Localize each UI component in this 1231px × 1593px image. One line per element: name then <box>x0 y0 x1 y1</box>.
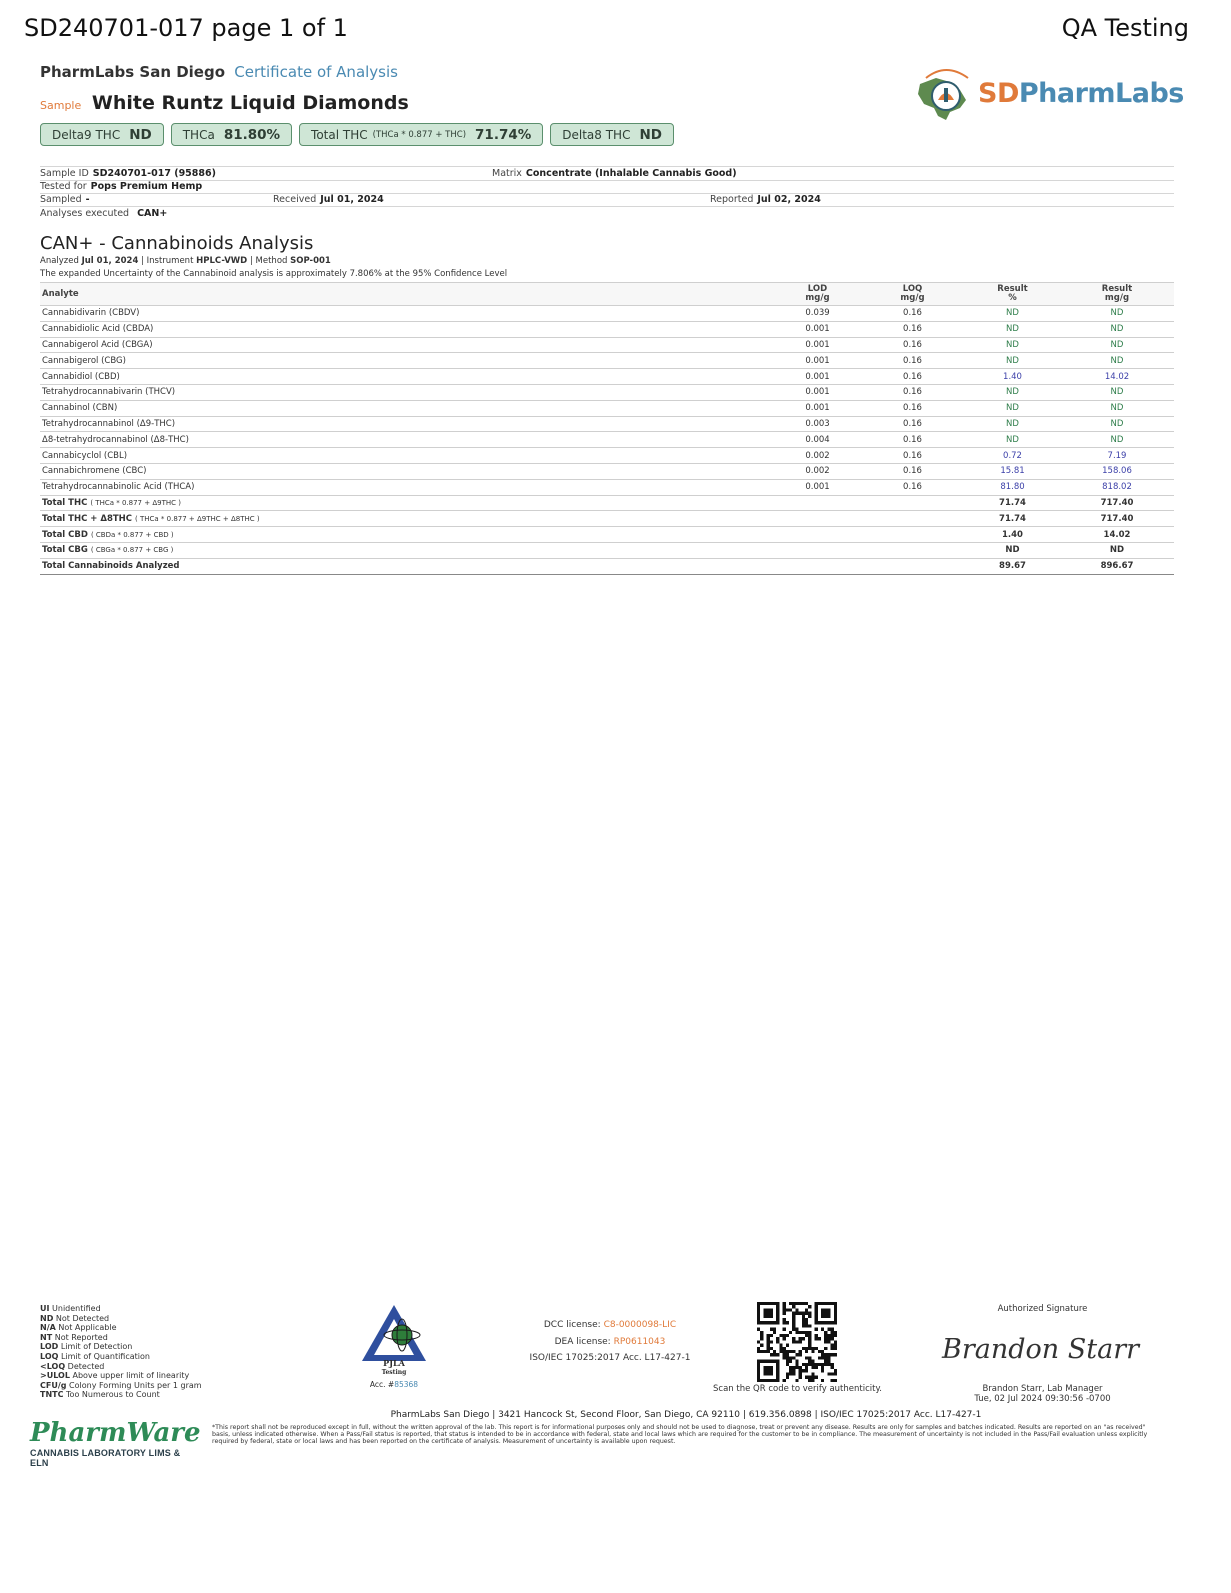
result-mgg-cell: ND <box>1060 384 1174 400</box>
result-mgg-cell: ND <box>1060 416 1174 432</box>
total-formula: ( THCa * 0.877 + Δ9THC + Δ8THC ) <box>135 514 260 523</box>
total-analyte-cell <box>40 542 775 558</box>
result-mgg-cell: 7.19 <box>1060 448 1174 464</box>
loq-cell: 0.16 <box>860 448 965 464</box>
legend-item <box>40 1333 202 1343</box>
legend-text: Not Detected <box>55 1313 110 1323</box>
table-row <box>40 353 1174 369</box>
table-row <box>40 384 1174 400</box>
empty-cell <box>860 542 965 558</box>
loq-cell: 0.16 <box>860 432 965 448</box>
result-pct-cell: ND <box>965 306 1060 322</box>
sampled-value: - <box>85 194 90 205</box>
legend-abbr: N/A <box>40 1323 56 1333</box>
analyte-cell: Cannabidivarin (CBDV) <box>40 306 775 322</box>
analyte-cell: Tetrahydrocannabivarin (THCV) <box>40 384 775 400</box>
analyte-cell: Cannabigerol (CBG) <box>40 353 775 369</box>
results-table <box>40 282 1174 575</box>
department-label: QA Testing <box>1061 14 1189 42</box>
analyzed-value: Jul 01, 2024 <box>81 256 139 266</box>
badge-label: Delta8 THC <box>562 127 631 142</box>
total-label: Total CBD <box>42 529 88 540</box>
loq-cell: 0.16 <box>860 416 965 432</box>
lod-cell: 0.001 <box>775 479 860 495</box>
legend-item <box>40 1342 202 1352</box>
legend-item <box>40 1352 202 1362</box>
badge-value: ND <box>639 126 662 143</box>
sample-row <box>40 92 409 114</box>
sample-label: Sample <box>40 99 82 112</box>
table-row <box>40 400 1174 416</box>
sample-name: White Runtz Liquid Diamonds <box>91 92 409 114</box>
analyte-cell: Cannabinol (CBN) <box>40 400 775 416</box>
total-row <box>40 542 1174 558</box>
result-pct-cell: 1.40 <box>965 369 1060 385</box>
iso-accreditation: ISO/IEC 17025:2017 Acc. L17-427-1 <box>529 1353 691 1363</box>
testing-text: Testing <box>381 1369 407 1376</box>
legend-abbr: <LOQ <box>40 1361 66 1371</box>
total-pct-cell: 71.74 <box>965 495 1060 511</box>
matrix-label: Matrix <box>492 168 522 179</box>
result-mgg-cell: 158.06 <box>1060 463 1174 479</box>
analyte-cell: Cannabigerol Acid (CBGA) <box>40 337 775 353</box>
lab-name: PharmLabs San Diego <box>40 63 226 81</box>
header-loq: LOQ mg/g <box>860 283 965 306</box>
lod-cell: 0.002 <box>775 448 860 464</box>
pharmware-wordmark: PharmWare <box>30 1418 201 1448</box>
legend-abbr: LOQ <box>40 1351 59 1361</box>
legend-item <box>40 1323 202 1333</box>
badge-thca <box>171 123 292 146</box>
legend-item <box>40 1362 202 1372</box>
instrument-value: HPLC-VWD <box>196 256 248 266</box>
badge-label: Total THC <box>311 127 368 142</box>
result-pct-cell: 15.81 <box>965 463 1060 479</box>
info-row-dates <box>40 193 1174 207</box>
legend-text: Not Applicable <box>58 1323 117 1333</box>
logo-pharmlabs: PharmLabs <box>1018 78 1184 109</box>
abbreviation-legend <box>40 1304 202 1400</box>
table-row <box>40 416 1174 432</box>
loq-cell: 0.16 <box>860 400 965 416</box>
badge-value: ND <box>129 126 152 143</box>
legend-item <box>40 1390 202 1400</box>
legend-text: Unidentified <box>52 1304 101 1313</box>
tested-for-label: Tested for <box>40 181 87 192</box>
legend-abbr: NT <box>40 1332 53 1342</box>
table-header-row <box>40 283 1174 306</box>
loq-cell: 0.16 <box>860 369 965 385</box>
table-row <box>40 463 1174 479</box>
disclaimer: *This report shall not be reproduced except in full, without the written approval of the lab. This report is for informational purposes only and should not be used to diagnose, treat or prevent any disease. Results are only for samples and batches indicated. Results are reported on an "as received" basis, unless indicated otherwise. When a Pass/Fail status is reported, that status is intended to be in accordance with federal, state and local laws which are required for the customer to be in compliance. The measurement of uncertainty is not included in the Pass/Fail evaluation unless explicitly required by federal, state or local laws and has been reported on the certificate of analysis. Measurement of uncertainty is available upon request. <box>212 1424 1148 1445</box>
badge-label: Delta9 THC <box>52 127 121 142</box>
total-formula: ( THCa * 0.877 + Δ9THC ) <box>90 498 181 507</box>
qr-code-icon[interactable] <box>757 1302 837 1382</box>
sample-id-label: Sample ID <box>40 168 89 179</box>
legend-text: Detected <box>67 1361 105 1371</box>
empty-cell <box>860 558 965 574</box>
tested-for-value: Pops Premium Hemp <box>90 181 203 192</box>
lod-cell: 0.001 <box>775 353 860 369</box>
legend-text: Above upper limit of linearity <box>72 1371 190 1381</box>
result-pct-cell: ND <box>965 353 1060 369</box>
summary-badges <box>40 123 674 146</box>
table-row <box>40 337 1174 353</box>
badge-total-thc <box>299 123 543 146</box>
loq-cell: 0.16 <box>860 479 965 495</box>
total-label: Total Cannabinoids Analyzed <box>42 561 180 572</box>
result-pct-cell: ND <box>965 400 1060 416</box>
dea-license: DEA license: RP0611043 <box>554 1336 666 1347</box>
pjla-accreditation <box>360 1303 428 1393</box>
logo-wordmark <box>978 78 1184 109</box>
table-row <box>40 306 1174 322</box>
total-row <box>40 511 1174 527</box>
signature-title: Authorized Signature <box>997 1304 1088 1314</box>
info-row-analyses <box>40 207 1174 220</box>
result-mgg-cell: ND <box>1060 337 1174 353</box>
section-title: CAN+ - Cannabinoids Analysis <box>40 233 314 254</box>
analyte-cell: Cannabidiol (CBD) <box>40 369 775 385</box>
result-pct-cell: ND <box>965 416 1060 432</box>
total-analyte-cell <box>40 558 775 574</box>
lod-cell: 0.002 <box>775 463 860 479</box>
empty-cell <box>775 511 860 527</box>
total-mgg-cell: 717.40 <box>1060 495 1174 511</box>
header-result-mgg: Result mg/g <box>1060 283 1174 306</box>
legend-text: Colony Forming Units per 1 gram <box>69 1380 202 1390</box>
result-pct-cell: ND <box>965 432 1060 448</box>
legend-abbr: CFU/g <box>40 1380 67 1390</box>
analyte-cell: Δ8-tetrahydrocannabinol (Δ8-THC) <box>40 432 775 448</box>
legend-abbr: ND <box>40 1313 54 1323</box>
result-pct-cell: ND <box>965 337 1060 353</box>
analyses-value: CAN+ <box>137 208 168 219</box>
legend-text: Not Reported <box>54 1332 108 1342</box>
loq-cell: 0.16 <box>860 384 965 400</box>
analyte-cell: Cannabidiolic Acid (CBDA) <box>40 321 775 337</box>
table-row <box>40 479 1174 495</box>
legend-item <box>40 1314 202 1324</box>
total-mgg-cell: 717.40 <box>1060 511 1174 527</box>
logo-emblem-icon <box>916 64 978 124</box>
handwritten-signature <box>938 1322 1148 1372</box>
analyses-label: Analyses executed <box>40 208 130 219</box>
lod-cell: 0.001 <box>775 400 860 416</box>
header-lod: LOD mg/g <box>775 283 860 306</box>
lod-cell: 0.039 <box>775 306 860 322</box>
analyzed-label: Analyzed <box>40 256 79 266</box>
analysis-meta: Analyzed Jul 01, 2024 | Instrument HPLC-VWD | Method SOP-001 <box>40 256 331 266</box>
document-title: Certificate of Analysis <box>234 63 398 81</box>
result-mgg-cell: ND <box>1060 306 1174 322</box>
total-formula: ( CBGa * 0.877 + CBG ) <box>90 546 174 555</box>
signature-date: Tue, 02 Jul 2024 09:30:56 -0700 <box>974 1394 1111 1404</box>
result-pct-cell: ND <box>965 321 1060 337</box>
badge-delta8-thc <box>550 123 674 146</box>
lod-cell: 0.001 <box>775 369 860 385</box>
empty-cell <box>775 495 860 511</box>
signatory <box>950 1384 1135 1404</box>
total-mgg-cell: 896.67 <box>1060 558 1174 574</box>
lab-address: PharmLabs San Diego | 3421 Hancock St, Second Floor, San Diego, CA 92110 | 619.356.0898 | ISO/IEC 17025:2017 Acc. L17-427-1 <box>390 1410 982 1420</box>
total-label: Total THC + Δ8THC <box>42 513 133 524</box>
loq-cell: 0.16 <box>860 463 965 479</box>
analyte-cell: Cannabicyclol (CBL) <box>40 448 775 464</box>
empty-cell <box>775 542 860 558</box>
lod-cell: 0.001 <box>775 321 860 337</box>
pjla-text: PJLA <box>383 1358 405 1368</box>
dcc-license: DCC license: C8-0000098-LIC <box>543 1320 677 1330</box>
loq-cell: 0.16 <box>860 353 965 369</box>
loq-cell: 0.16 <box>860 306 965 322</box>
lod-cell: 0.001 <box>775 384 860 400</box>
received-label: Received <box>273 194 317 205</box>
result-pct-cell: ND <box>965 384 1060 400</box>
loq-cell: 0.16 <box>860 321 965 337</box>
result-mgg-cell: ND <box>1060 432 1174 448</box>
received-value: Jul 01, 2024 <box>320 194 384 205</box>
lod-cell: 0.001 <box>775 337 860 353</box>
logo-sd: SD <box>978 78 1019 109</box>
table-row <box>40 448 1174 464</box>
pharmware-tagline: CANNABIS LABORATORY LIMS & ELN <box>30 1448 181 1468</box>
info-row-sample-id <box>40 166 1174 181</box>
pharmware-logo <box>30 1418 201 1470</box>
total-label: Total THC <box>42 497 88 508</box>
empty-cell <box>860 495 965 511</box>
total-analyte-cell <box>40 495 775 511</box>
total-mgg-cell: ND <box>1060 542 1174 558</box>
total-pct-cell: 89.67 <box>965 558 1060 574</box>
signature-icon <box>938 1322 1148 1372</box>
legend-abbr: >ULOL <box>40 1371 70 1381</box>
analyte-cell: Tetrahydrocannabinolic Acid (THCA) <box>40 479 775 495</box>
method-value: SOP-001 <box>290 256 331 266</box>
total-row <box>40 527 1174 543</box>
svg-text:Brandon Starr: Brandon Starr <box>942 1334 1140 1365</box>
empty-cell <box>860 527 965 543</box>
licenses-block <box>500 1317 720 1367</box>
total-pct-cell: 71.74 <box>965 511 1060 527</box>
empty-cell <box>775 558 860 574</box>
analyte-cell: Cannabichromene (CBC) <box>40 463 775 479</box>
total-formula: ( CBDa * 0.877 + CBD ) <box>90 530 174 539</box>
result-mgg-cell: 14.02 <box>1060 369 1174 385</box>
total-pct-cell: 1.40 <box>965 527 1060 543</box>
sampled-label: Sampled <box>40 194 82 205</box>
reported-value: Jul 02, 2024 <box>757 194 821 205</box>
analyte-cell: Tetrahydrocannabinol (Δ9-THC) <box>40 416 775 432</box>
badge-formula: (THCa * 0.877 + THC) <box>372 129 467 140</box>
header-analyte: Analyte <box>40 283 775 306</box>
acc-number: Acc. #85368 <box>369 1380 419 1389</box>
page-id: SD240701-017 page 1 of 1 <box>24 14 348 42</box>
legend-text: Too Numerous to Count <box>66 1390 160 1400</box>
total-label: Total CBG <box>42 545 88 556</box>
method-label: Method <box>255 256 288 266</box>
total-analyte-cell <box>40 511 775 527</box>
legend-abbr: UI <box>40 1304 50 1313</box>
result-mgg-cell: ND <box>1060 353 1174 369</box>
result-mgg-cell: 818.02 <box>1060 479 1174 495</box>
total-mgg-cell: 14.02 <box>1060 527 1174 543</box>
legend-text: Limit of Quantification <box>60 1351 150 1361</box>
uncertainty-note: The expanded Uncertainty of the Cannabinoid analysis is approximately 7.806% at the 95% Confidence Level <box>40 269 508 279</box>
legend-item <box>40 1304 202 1314</box>
sample-id-value: SD240701-017 (95886) <box>92 168 216 179</box>
badge-delta9-thc <box>40 123 164 146</box>
result-mgg-cell: ND <box>1060 400 1174 416</box>
badge-value: 81.80% <box>223 126 281 143</box>
info-row-tested-for <box>40 180 1174 194</box>
badge-label: THCa <box>182 127 215 142</box>
table-row <box>40 432 1174 448</box>
empty-cell <box>775 527 860 543</box>
result-mgg-cell: ND <box>1060 321 1174 337</box>
result-pct-cell: 81.80 <box>965 479 1060 495</box>
legend-item <box>40 1381 202 1391</box>
matrix-value: Concentrate (Inhalable Cannabis Good) <box>525 168 737 179</box>
lab-title-row <box>40 63 398 81</box>
qr-caption: Scan the QR code to verify authenticity. <box>713 1384 882 1394</box>
legend-abbr: TNTC <box>40 1390 64 1400</box>
total-row <box>40 558 1174 574</box>
reported-label: Reported <box>710 194 754 205</box>
result-pct-cell: 0.72 <box>965 448 1060 464</box>
sdpharmlabs-logo <box>916 64 1186 124</box>
legend-item <box>40 1371 202 1381</box>
lod-cell: 0.003 <box>775 416 860 432</box>
instrument-label: Instrument <box>146 256 194 266</box>
badge-value: 71.74% <box>475 126 532 143</box>
header-result-pct: Result % <box>965 283 1060 306</box>
total-pct-cell: ND <box>965 542 1060 558</box>
empty-cell <box>860 511 965 527</box>
table-row <box>40 321 1174 337</box>
total-analyte-cell <box>40 527 775 543</box>
legend-abbr: LOD <box>40 1342 59 1352</box>
total-row <box>40 495 1174 511</box>
table-row <box>40 369 1174 385</box>
signatory-name: Brandon Starr, Lab Manager <box>982 1384 1103 1394</box>
loq-cell: 0.16 <box>860 337 965 353</box>
lod-cell: 0.004 <box>775 432 860 448</box>
legend-text: Limit of Detection <box>60 1342 133 1352</box>
